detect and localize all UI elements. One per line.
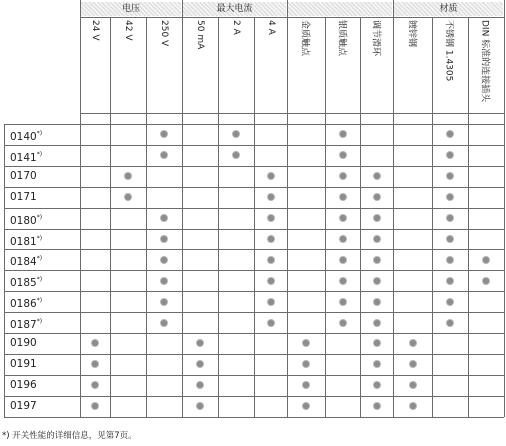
feature-dot	[374, 257, 380, 263]
row-footnote-mark: *)	[36, 255, 43, 263]
grid-vline	[468, 17, 469, 417]
grid-hline	[80, 17, 504, 18]
row-footnote-mark: *)	[36, 150, 43, 158]
row-label	[10, 165, 37, 187]
group-header-voltage: 电压	[81, 2, 181, 16]
feature-dot	[268, 236, 274, 242]
feature-dot	[374, 299, 380, 305]
feature-dot	[161, 215, 167, 221]
row-label	[10, 332, 37, 354]
feature-dot	[447, 257, 453, 263]
feature-dot	[161, 257, 167, 263]
row-footnote-mark: *)	[36, 276, 43, 284]
feature-dot	[410, 361, 416, 367]
grid-hline	[4, 166, 504, 167]
feature-dot	[374, 340, 380, 346]
feature-dot	[92, 340, 98, 346]
feature-dot	[268, 173, 274, 179]
grid-hline	[4, 249, 504, 250]
column-header	[182, 18, 218, 112]
feature-dot	[374, 215, 380, 221]
feature-dot	[233, 152, 239, 158]
feature-dot	[161, 131, 167, 137]
feature-dot	[374, 278, 380, 284]
feature-dot	[447, 278, 453, 284]
feature-dot	[374, 361, 380, 367]
grid-hline	[80, 113, 504, 114]
grid-hline	[4, 208, 504, 209]
feature-dot	[268, 215, 274, 221]
column-header-label: 金质触点	[299, 20, 310, 57]
grid-hline	[4, 312, 504, 313]
grid-hline	[4, 354, 504, 355]
row-label	[10, 395, 37, 417]
grid-hline	[4, 375, 504, 376]
feature-dot	[447, 236, 453, 242]
feature-dot	[161, 236, 167, 242]
column-header-label: 24 V	[90, 20, 100, 41]
row-label-text: 0141	[10, 151, 37, 164]
grid-hline	[4, 229, 504, 230]
grid-vline	[146, 17, 147, 417]
feature-dot	[268, 320, 274, 326]
grid-vline	[254, 17, 255, 417]
feature-dot	[447, 215, 453, 221]
feature-dot	[340, 194, 346, 200]
grid-vline	[504, 0, 505, 417]
row-footnote-mark: *)	[36, 213, 43, 221]
feature-dot	[268, 194, 274, 200]
feature-dot	[340, 320, 346, 326]
row-label-text: 0191	[10, 357, 37, 370]
feature-dot	[340, 173, 346, 179]
feature-dot	[125, 173, 131, 179]
feature-dot	[410, 382, 416, 388]
row-label-text: 0185	[10, 277, 37, 290]
row-label-text: 0186	[10, 298, 37, 311]
column-header-label: 42 V	[123, 20, 133, 41]
row-label	[10, 374, 37, 396]
group-header-contacts	[288, 2, 392, 16]
row-label-text: 0184	[10, 256, 37, 269]
group-header-material: 材质	[394, 2, 503, 16]
feature-dot	[268, 278, 274, 284]
feature-dot	[161, 299, 167, 305]
feature-dot	[447, 173, 453, 179]
grid-hline	[4, 417, 504, 418]
column-header-label: 不锈钢 1.4305	[443, 20, 454, 82]
grid-hline	[4, 187, 504, 188]
column-header-label: 50 mA	[195, 20, 205, 50]
row-label	[10, 353, 37, 375]
row-label-text: 0140	[10, 131, 37, 143]
grid-vline	[432, 17, 433, 417]
column-header-label: DIN 标准的连接插头	[479, 20, 490, 103]
row-label	[10, 186, 37, 208]
column-header	[146, 18, 182, 112]
feature-dot	[447, 194, 453, 200]
feature-dot	[340, 131, 346, 137]
grid-vline	[218, 17, 219, 417]
column-header	[287, 18, 325, 112]
feature-dot	[161, 320, 167, 326]
feature-dot	[374, 320, 380, 326]
row-footnote-mark: *)	[36, 297, 43, 305]
feature-dot	[374, 382, 380, 388]
grid-hline	[4, 291, 504, 292]
feature-dot	[483, 257, 489, 263]
feature-dot	[233, 131, 239, 137]
group-header-current: 最大电流	[183, 2, 286, 16]
feature-dot	[340, 257, 346, 263]
grid-vline	[110, 17, 111, 417]
column-header	[80, 18, 110, 112]
feature-dot	[268, 299, 274, 305]
row-label-text: 0187	[10, 319, 37, 332]
row-label-text: 0170	[10, 169, 37, 182]
feature-dot	[340, 299, 346, 305]
row-label-text: 0196	[10, 378, 37, 391]
grid-hline	[4, 333, 504, 334]
column-header-label: 4 A	[265, 20, 276, 35]
column-header	[110, 18, 146, 112]
feature-dot	[303, 382, 309, 388]
feature-dot	[92, 361, 98, 367]
grid-hline	[4, 145, 504, 146]
feature-dot	[374, 403, 380, 409]
column-header	[360, 18, 393, 112]
feature-dot	[447, 152, 453, 158]
feature-dot	[92, 382, 98, 388]
grid-hline	[4, 124, 504, 125]
feature-dot	[197, 340, 203, 346]
column-header-label: 调节滑环	[370, 20, 380, 57]
column-header	[218, 18, 254, 112]
feature-dot	[447, 131, 453, 137]
feature-dot	[447, 320, 453, 326]
feature-dot	[197, 361, 203, 367]
feature-dot	[340, 236, 346, 242]
column-header	[393, 18, 432, 112]
feature-dot	[340, 152, 346, 158]
feature-dot	[410, 403, 416, 409]
grid-vline	[360, 17, 361, 417]
feature-dot	[161, 278, 167, 284]
feature-dot	[483, 278, 489, 284]
row-footnote-mark: *)	[36, 318, 43, 326]
feature-dot	[197, 403, 203, 409]
grid-hline	[4, 396, 504, 397]
column-header-label: 250 V	[159, 20, 169, 47]
feature-dot	[340, 278, 346, 284]
feature-dot	[268, 257, 274, 263]
feature-dot	[303, 361, 309, 367]
feature-dot	[161, 152, 167, 158]
feature-dot	[374, 194, 380, 200]
row-label-text: 0197	[10, 399, 37, 412]
row-footnote-mark: *)	[36, 130, 43, 137]
row-label-text: 0190	[10, 337, 37, 349]
feature-dot	[92, 403, 98, 409]
row-label-text: 0180	[10, 214, 37, 227]
feature-dot	[303, 403, 309, 409]
footnote: *) 开关性能的详细信息，见第7页。	[2, 431, 137, 441]
column-header	[325, 18, 360, 112]
feature-dot	[197, 382, 203, 388]
grid-vline	[325, 17, 326, 417]
feature-dot	[340, 215, 346, 221]
feature-dot	[125, 194, 131, 200]
column-header-label: 银质触点	[336, 20, 346, 57]
column-header	[254, 18, 287, 112]
column-header-label: 镀锌钢	[406, 20, 416, 48]
row-label-text: 0171	[10, 190, 37, 203]
feature-dot	[374, 236, 380, 242]
feature-dot	[447, 299, 453, 305]
feature-dot	[374, 173, 380, 179]
row-footnote-mark: *)	[36, 234, 43, 242]
grid-hline	[4, 270, 504, 271]
column-header	[432, 18, 468, 112]
column-header	[468, 18, 504, 112]
column-header-label: 2 A	[231, 20, 241, 35]
feature-dot	[410, 340, 416, 346]
feature-dot	[303, 340, 309, 346]
row-label-text: 0181	[10, 235, 37, 248]
